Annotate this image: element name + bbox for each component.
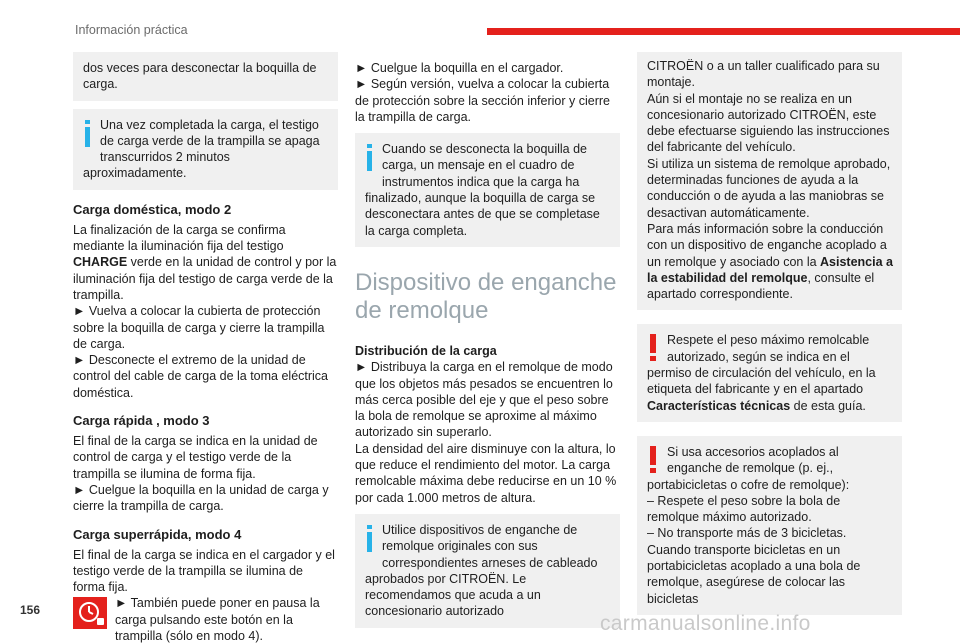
info-icon <box>365 144 374 172</box>
warning-note <box>637 436 902 615</box>
note-text: Cuando se desconecta la boquilla de carga, un mensaje en el cuadro de instrumentos indica que la carga ha finalizado, aunque la boquilla de carga se desconectara antes de que se completase la carga completa. <box>365 142 600 238</box>
info-icon <box>365 525 374 553</box>
warning-icon <box>648 446 658 474</box>
paragraph: ► Cuelgue la boquilla en la unidad de carga y cierre la trampilla de carga. <box>73 482 329 514</box>
box-text: Para más información sobre la conducción con un dispositivo de enganche acoplado a un remolque y asociado con la Asistencia a la estabilidad del remolque, consulte el apartado correspondiente. <box>647 221 893 302</box>
paragraph: El final de la carga se indica en la unidad de control de carga y el testigo verde de la trampilla se ilumina de forma fija. <box>73 434 318 481</box>
note-text: Una vez completada la carga, el testigo de carga verde de la trampilla se apaga transcurridos 2 minutos aproximadamente. <box>83 117 320 181</box>
paragraph: ► También puede poner en pausa la carga pulsando este botón en la trampilla (sólo en modo 4). <box>115 596 320 644</box>
section-heading: Dispositivo de enganche de remolque <box>355 268 617 324</box>
paragraph: La densidad del aire disminuye con la altura, lo que reduce el rendimiento del motor. La carga remolcable máxima debe reducirse en un 10 % por cada 1.000 metros de altura. <box>355 441 617 505</box>
box-text: CITROËN o a un taller cualificado para su montaje. <box>647 59 880 90</box>
column-1 <box>73 52 338 644</box>
note-text: Cuando transporte bicicletas en un portabicicletas acoplado a una bola de remolque, asegúrese de colocar las bicicletas <box>647 542 861 606</box>
paragraph: La finalización de la carga se confirma mediante la iluminación fija del testigo CHARGE verde en la unidad de control y por la iluminación fija del testigo de carga verde de la trampilla. <box>73 222 337 302</box>
continued-box <box>73 52 338 101</box>
paragraph: ► Vuelva a colocar la cubierta de protección sobre la boquilla de carga y cierre la trampilla de carga. <box>73 304 325 351</box>
heading-fast: Carga rápida , modo 3 <box>73 413 210 429</box>
paragraph: El final de la carga se indica en el cargador y el testigo verde de la trampilla se ilumina de forma fija. <box>73 547 335 595</box>
info-note <box>355 514 620 628</box>
note-text: – No transporte más de 3 bicicletas. <box>647 526 847 541</box>
paragraph: ► Distribuya la carga en el remolque de modo que los objetos más pesados se encuentren lo más cerca posible del eje y que el peso sobre la bola de remolque se aproxime al máximo autorizado sin superarlo. <box>355 360 613 440</box>
info-note <box>355 133 620 247</box>
warning-note <box>637 324 902 421</box>
box-text: Aún si el montaje no se realiza en un concesionario autorizado CITROËN, este debe efectuarse siguiendo las instrucciones del fabricante del vehículo. <box>647 91 890 155</box>
continued-box <box>637 52 902 310</box>
note-text: Si usa accesorios acoplados al enganche de remolque (p. ej., portabicicletas o cofre de remolque): <box>647 444 850 492</box>
heading-domestic: Carga doméstica, modo 2 <box>73 201 232 217</box>
charge-pause-icon <box>73 597 107 629</box>
box-text: Si utiliza un sistema de remolque aprobado, determinadas funciones de ayuda a la conducción o de ayuda a las maniobras se desactivan automáticamente. <box>647 156 891 220</box>
note-text: Utilice dispositivos de enganche de remolque originales con sus correspondientes arneses de cableado aprobados por CITROËN. Le recomendamos que acuda a un concesionario autorizado <box>365 522 598 619</box>
note-text: – Respete el peso sobre la bola de remolque máximo autorizado. <box>647 493 841 525</box>
box-text: dos veces para desconectar la boquilla de carga. <box>83 61 317 92</box>
paragraph: ► Cuelgue la boquilla en el cargador. <box>355 61 564 75</box>
header-accent-bar <box>487 28 960 35</box>
section-title: Información práctica <box>75 23 188 37</box>
watermark: carmanualsonline.info <box>600 612 811 635</box>
subheading: Distribución de la carga <box>355 343 497 358</box>
column-2 <box>355 52 620 636</box>
info-note <box>73 109 338 190</box>
info-icon <box>83 120 92 148</box>
column-3 <box>637 52 902 623</box>
paragraph: ► Según versión, vuelva a colocar la cubierta de protección sobre la sección inferior y cierre la trampilla de carga. <box>355 77 610 124</box>
warning-icon <box>648 334 658 362</box>
heading-superfast: Carga superrápida, modo 4 <box>73 526 242 542</box>
page-number: 156 <box>20 603 41 617</box>
paragraph: ► Desconecte el extremo de la unidad de control del cable de carga de la toma eléctrica doméstica. <box>73 353 329 400</box>
note-text: Respete el peso máximo remolcable autorizado, según se indica en el permiso de circulación del vehículo, en la etiqueta del fabricante y en el apartado Características técnicas de esta guía. <box>647 333 876 413</box>
pause-row <box>73 595 338 644</box>
